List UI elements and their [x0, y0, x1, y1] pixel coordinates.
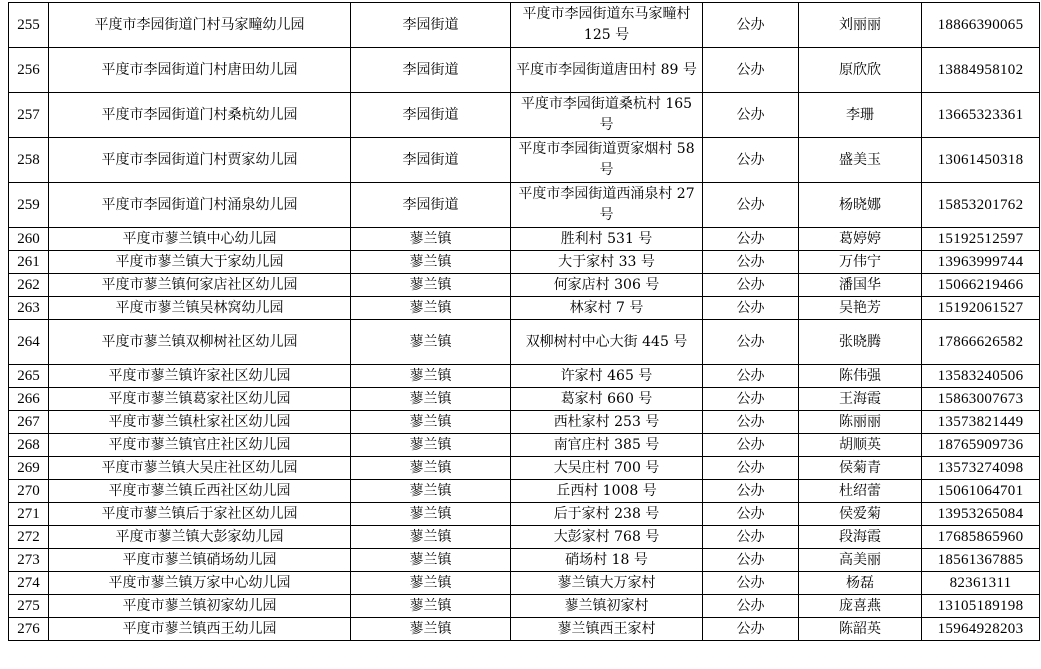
phone-number: 13573821449 [922, 411, 1040, 434]
phone-number: 13953265084 [922, 503, 1040, 526]
district: 蓼兰镇 [351, 549, 511, 572]
row-number: 271 [9, 503, 49, 526]
ownership-type: 公办 [703, 228, 799, 251]
ownership-type: 公办 [703, 503, 799, 526]
kindergarten-name: 平度市蓼兰镇丘西社区幼儿园 [49, 480, 351, 503]
address: 林家村 7 号 [511, 297, 703, 320]
address: 大于家村 33 号 [511, 251, 703, 274]
row-number: 255 [9, 3, 49, 48]
row-number: 269 [9, 457, 49, 480]
phone-number: 15061064701 [922, 480, 1040, 503]
table-row [9, 138, 1040, 183]
district: 蓼兰镇 [351, 388, 511, 411]
ownership-type: 公办 [703, 251, 799, 274]
table-body [9, 3, 1040, 641]
district: 蓼兰镇 [351, 274, 511, 297]
table-row [9, 572, 1040, 595]
kindergarten-name: 平度市蓼兰镇吴林窝幼儿园 [49, 297, 351, 320]
kindergarten-name: 平度市蓼兰镇双柳树社区幼儿园 [49, 320, 351, 365]
table-row [9, 93, 1040, 138]
address: 蓼兰镇初家村 [511, 595, 703, 618]
address: 胜利村 531 号 [511, 228, 703, 251]
row-number: 259 [9, 183, 49, 228]
table-row [9, 411, 1040, 434]
district: 蓼兰镇 [351, 618, 511, 641]
contact-person: 潘国华 [799, 274, 922, 297]
address: 大彭家村 768 号 [511, 526, 703, 549]
address: 蓼兰镇西王家村 [511, 618, 703, 641]
contact-person: 陈韶英 [799, 618, 922, 641]
row-number: 261 [9, 251, 49, 274]
district: 李园街道 [351, 3, 511, 48]
phone-number: 15863007673 [922, 388, 1040, 411]
ownership-type: 公办 [703, 297, 799, 320]
contact-person: 原欣欣 [799, 48, 922, 93]
row-number: 273 [9, 549, 49, 572]
phone-number: 13061450318 [922, 138, 1040, 183]
district: 蓼兰镇 [351, 526, 511, 549]
ownership-type: 公办 [703, 457, 799, 480]
address: 后于家村 238 号 [511, 503, 703, 526]
address: 许家村 465 号 [511, 365, 703, 388]
phone-number: 13963999744 [922, 251, 1040, 274]
table-row [9, 297, 1040, 320]
ownership-type: 公办 [703, 183, 799, 228]
table-row [9, 3, 1040, 48]
address: 何家店村 306 号 [511, 274, 703, 297]
kindergarten-table [8, 2, 1040, 641]
ownership-type: 公办 [703, 480, 799, 503]
district: 蓼兰镇 [351, 297, 511, 320]
table-row [9, 365, 1040, 388]
row-number: 267 [9, 411, 49, 434]
ownership-type: 公办 [703, 434, 799, 457]
kindergarten-name: 平度市蓼兰镇何家店社区幼儿园 [49, 274, 351, 297]
contact-person: 侯菊青 [799, 457, 922, 480]
phone-number: 15192512597 [922, 228, 1040, 251]
table-row [9, 434, 1040, 457]
table-row [9, 549, 1040, 572]
contact-person: 葛婷婷 [799, 228, 922, 251]
district: 蓼兰镇 [351, 457, 511, 480]
ownership-type: 公办 [703, 549, 799, 572]
contact-person: 王海霞 [799, 388, 922, 411]
address: 双柳树村中心大街 445 号 [511, 320, 703, 365]
table-row [9, 526, 1040, 549]
ownership-type: 公办 [703, 138, 799, 183]
table-row [9, 388, 1040, 411]
kindergarten-name: 平度市蓼兰镇杜家社区幼儿园 [49, 411, 351, 434]
row-number: 258 [9, 138, 49, 183]
phone-number: 13583240506 [922, 365, 1040, 388]
district: 蓼兰镇 [351, 503, 511, 526]
contact-person: 杜绍蕾 [799, 480, 922, 503]
ownership-type: 公办 [703, 365, 799, 388]
table-row [9, 503, 1040, 526]
table-row [9, 274, 1040, 297]
address: 蓼兰镇大万家村 [511, 572, 703, 595]
ownership-type: 公办 [703, 618, 799, 641]
kindergarten-name: 平度市蓼兰镇万家中心幼儿园 [49, 572, 351, 595]
address: 平度市李园街道西涌泉村 27 号 [511, 183, 703, 228]
district: 李园街道 [351, 138, 511, 183]
phone-number: 13884958102 [922, 48, 1040, 93]
contact-person: 段海霞 [799, 526, 922, 549]
table-row [9, 183, 1040, 228]
contact-person: 杨磊 [799, 572, 922, 595]
phone-number: 15964928203 [922, 618, 1040, 641]
ownership-type: 公办 [703, 595, 799, 618]
ownership-type: 公办 [703, 572, 799, 595]
kindergarten-name: 平度市蓼兰镇硝场幼儿园 [49, 549, 351, 572]
table-row [9, 251, 1040, 274]
table-row [9, 320, 1040, 365]
row-number: 262 [9, 274, 49, 297]
row-number: 276 [9, 618, 49, 641]
district: 蓼兰镇 [351, 251, 511, 274]
kindergarten-name: 平度市李园街道门村贾家幼儿园 [49, 138, 351, 183]
contact-person: 陈伟强 [799, 365, 922, 388]
ownership-type: 公办 [703, 320, 799, 365]
phone-number: 82361311 [922, 572, 1040, 595]
district: 蓼兰镇 [351, 434, 511, 457]
phone-number: 18765909736 [922, 434, 1040, 457]
contact-person: 胡顺英 [799, 434, 922, 457]
kindergarten-name: 平度市李园街道门村马家疃幼儿园 [49, 3, 351, 48]
kindergarten-name: 平度市蓼兰镇许家社区幼儿园 [49, 365, 351, 388]
address: 大吴庄村 700 号 [511, 457, 703, 480]
table-row [9, 595, 1040, 618]
row-number: 260 [9, 228, 49, 251]
row-number: 275 [9, 595, 49, 618]
kindergarten-name: 平度市蓼兰镇初家幼儿园 [49, 595, 351, 618]
district: 蓼兰镇 [351, 320, 511, 365]
phone-number: 15192061527 [922, 297, 1040, 320]
address: 硝场村 18 号 [511, 549, 703, 572]
address: 平度市李园街道东马家疃村 125 号 [511, 3, 703, 48]
kindergarten-name: 平度市李园街道门村涌泉幼儿园 [49, 183, 351, 228]
phone-number: 15853201762 [922, 183, 1040, 228]
kindergarten-name: 平度市蓼兰镇中心幼儿园 [49, 228, 351, 251]
kindergarten-name: 平度市李园街道门村唐田幼儿园 [49, 48, 351, 93]
district: 李园街道 [351, 93, 511, 138]
contact-person: 侯爱菊 [799, 503, 922, 526]
phone-number: 13665323361 [922, 93, 1040, 138]
kindergarten-name: 平度市蓼兰镇大吴庄社区幼儿园 [49, 457, 351, 480]
table-row [9, 48, 1040, 93]
contact-person: 万伟宁 [799, 251, 922, 274]
phone-number: 13573274098 [922, 457, 1040, 480]
phone-number: 17685865960 [922, 526, 1040, 549]
table-row [9, 480, 1040, 503]
kindergarten-name: 平度市李园街道门村桑杭幼儿园 [49, 93, 351, 138]
row-number: 266 [9, 388, 49, 411]
kindergarten-name: 平度市蓼兰镇葛家社区幼儿园 [49, 388, 351, 411]
ownership-type: 公办 [703, 388, 799, 411]
contact-person: 庞喜燕 [799, 595, 922, 618]
phone-number: 15066219466 [922, 274, 1040, 297]
phone-number: 18561367885 [922, 549, 1040, 572]
kindergarten-name: 平度市蓼兰镇后于家社区幼儿园 [49, 503, 351, 526]
address: 西杜家村 253 号 [511, 411, 703, 434]
row-number: 270 [9, 480, 49, 503]
ownership-type: 公办 [703, 3, 799, 48]
address: 平度市李园街道唐田村 89 号 [511, 48, 703, 93]
district: 蓼兰镇 [351, 365, 511, 388]
district: 蓼兰镇 [351, 595, 511, 618]
phone-number: 18866390065 [922, 3, 1040, 48]
row-number: 264 [9, 320, 49, 365]
district: 蓼兰镇 [351, 480, 511, 503]
row-number: 257 [9, 93, 49, 138]
address: 葛家村 660 号 [511, 388, 703, 411]
table-row [9, 618, 1040, 641]
row-number: 272 [9, 526, 49, 549]
district: 蓼兰镇 [351, 572, 511, 595]
ownership-type: 公办 [703, 48, 799, 93]
row-number: 274 [9, 572, 49, 595]
kindergarten-name: 平度市蓼兰镇大于家幼儿园 [49, 251, 351, 274]
contact-person: 刘丽丽 [799, 3, 922, 48]
phone-number: 17866626582 [922, 320, 1040, 365]
contact-person: 杨晓娜 [799, 183, 922, 228]
address: 平度市李园街道贾家烟村 58 号 [511, 138, 703, 183]
district: 蓼兰镇 [351, 411, 511, 434]
kindergarten-name: 平度市蓼兰镇大彭家幼儿园 [49, 526, 351, 549]
table-row [9, 457, 1040, 480]
phone-number: 13105189198 [922, 595, 1040, 618]
contact-person: 高美丽 [799, 549, 922, 572]
kindergarten-name: 平度市蓼兰镇官庄社区幼儿园 [49, 434, 351, 457]
row-number: 256 [9, 48, 49, 93]
row-number: 268 [9, 434, 49, 457]
contact-person: 李珊 [799, 93, 922, 138]
row-number: 263 [9, 297, 49, 320]
ownership-type: 公办 [703, 93, 799, 138]
contact-person: 张晓腾 [799, 320, 922, 365]
address: 丘西村 1008 号 [511, 480, 703, 503]
contact-person: 吴艳芳 [799, 297, 922, 320]
ownership-type: 公办 [703, 411, 799, 434]
kindergarten-name: 平度市蓼兰镇西王幼儿园 [49, 618, 351, 641]
address: 平度市李园街道桑杭村 165 号 [511, 93, 703, 138]
district: 蓼兰镇 [351, 228, 511, 251]
address: 南官庄村 385 号 [511, 434, 703, 457]
district: 李园街道 [351, 48, 511, 93]
table-row [9, 228, 1040, 251]
row-number: 265 [9, 365, 49, 388]
district: 李园街道 [351, 183, 511, 228]
ownership-type: 公办 [703, 274, 799, 297]
contact-person: 盛美玉 [799, 138, 922, 183]
ownership-type: 公办 [703, 526, 799, 549]
contact-person: 陈丽丽 [799, 411, 922, 434]
